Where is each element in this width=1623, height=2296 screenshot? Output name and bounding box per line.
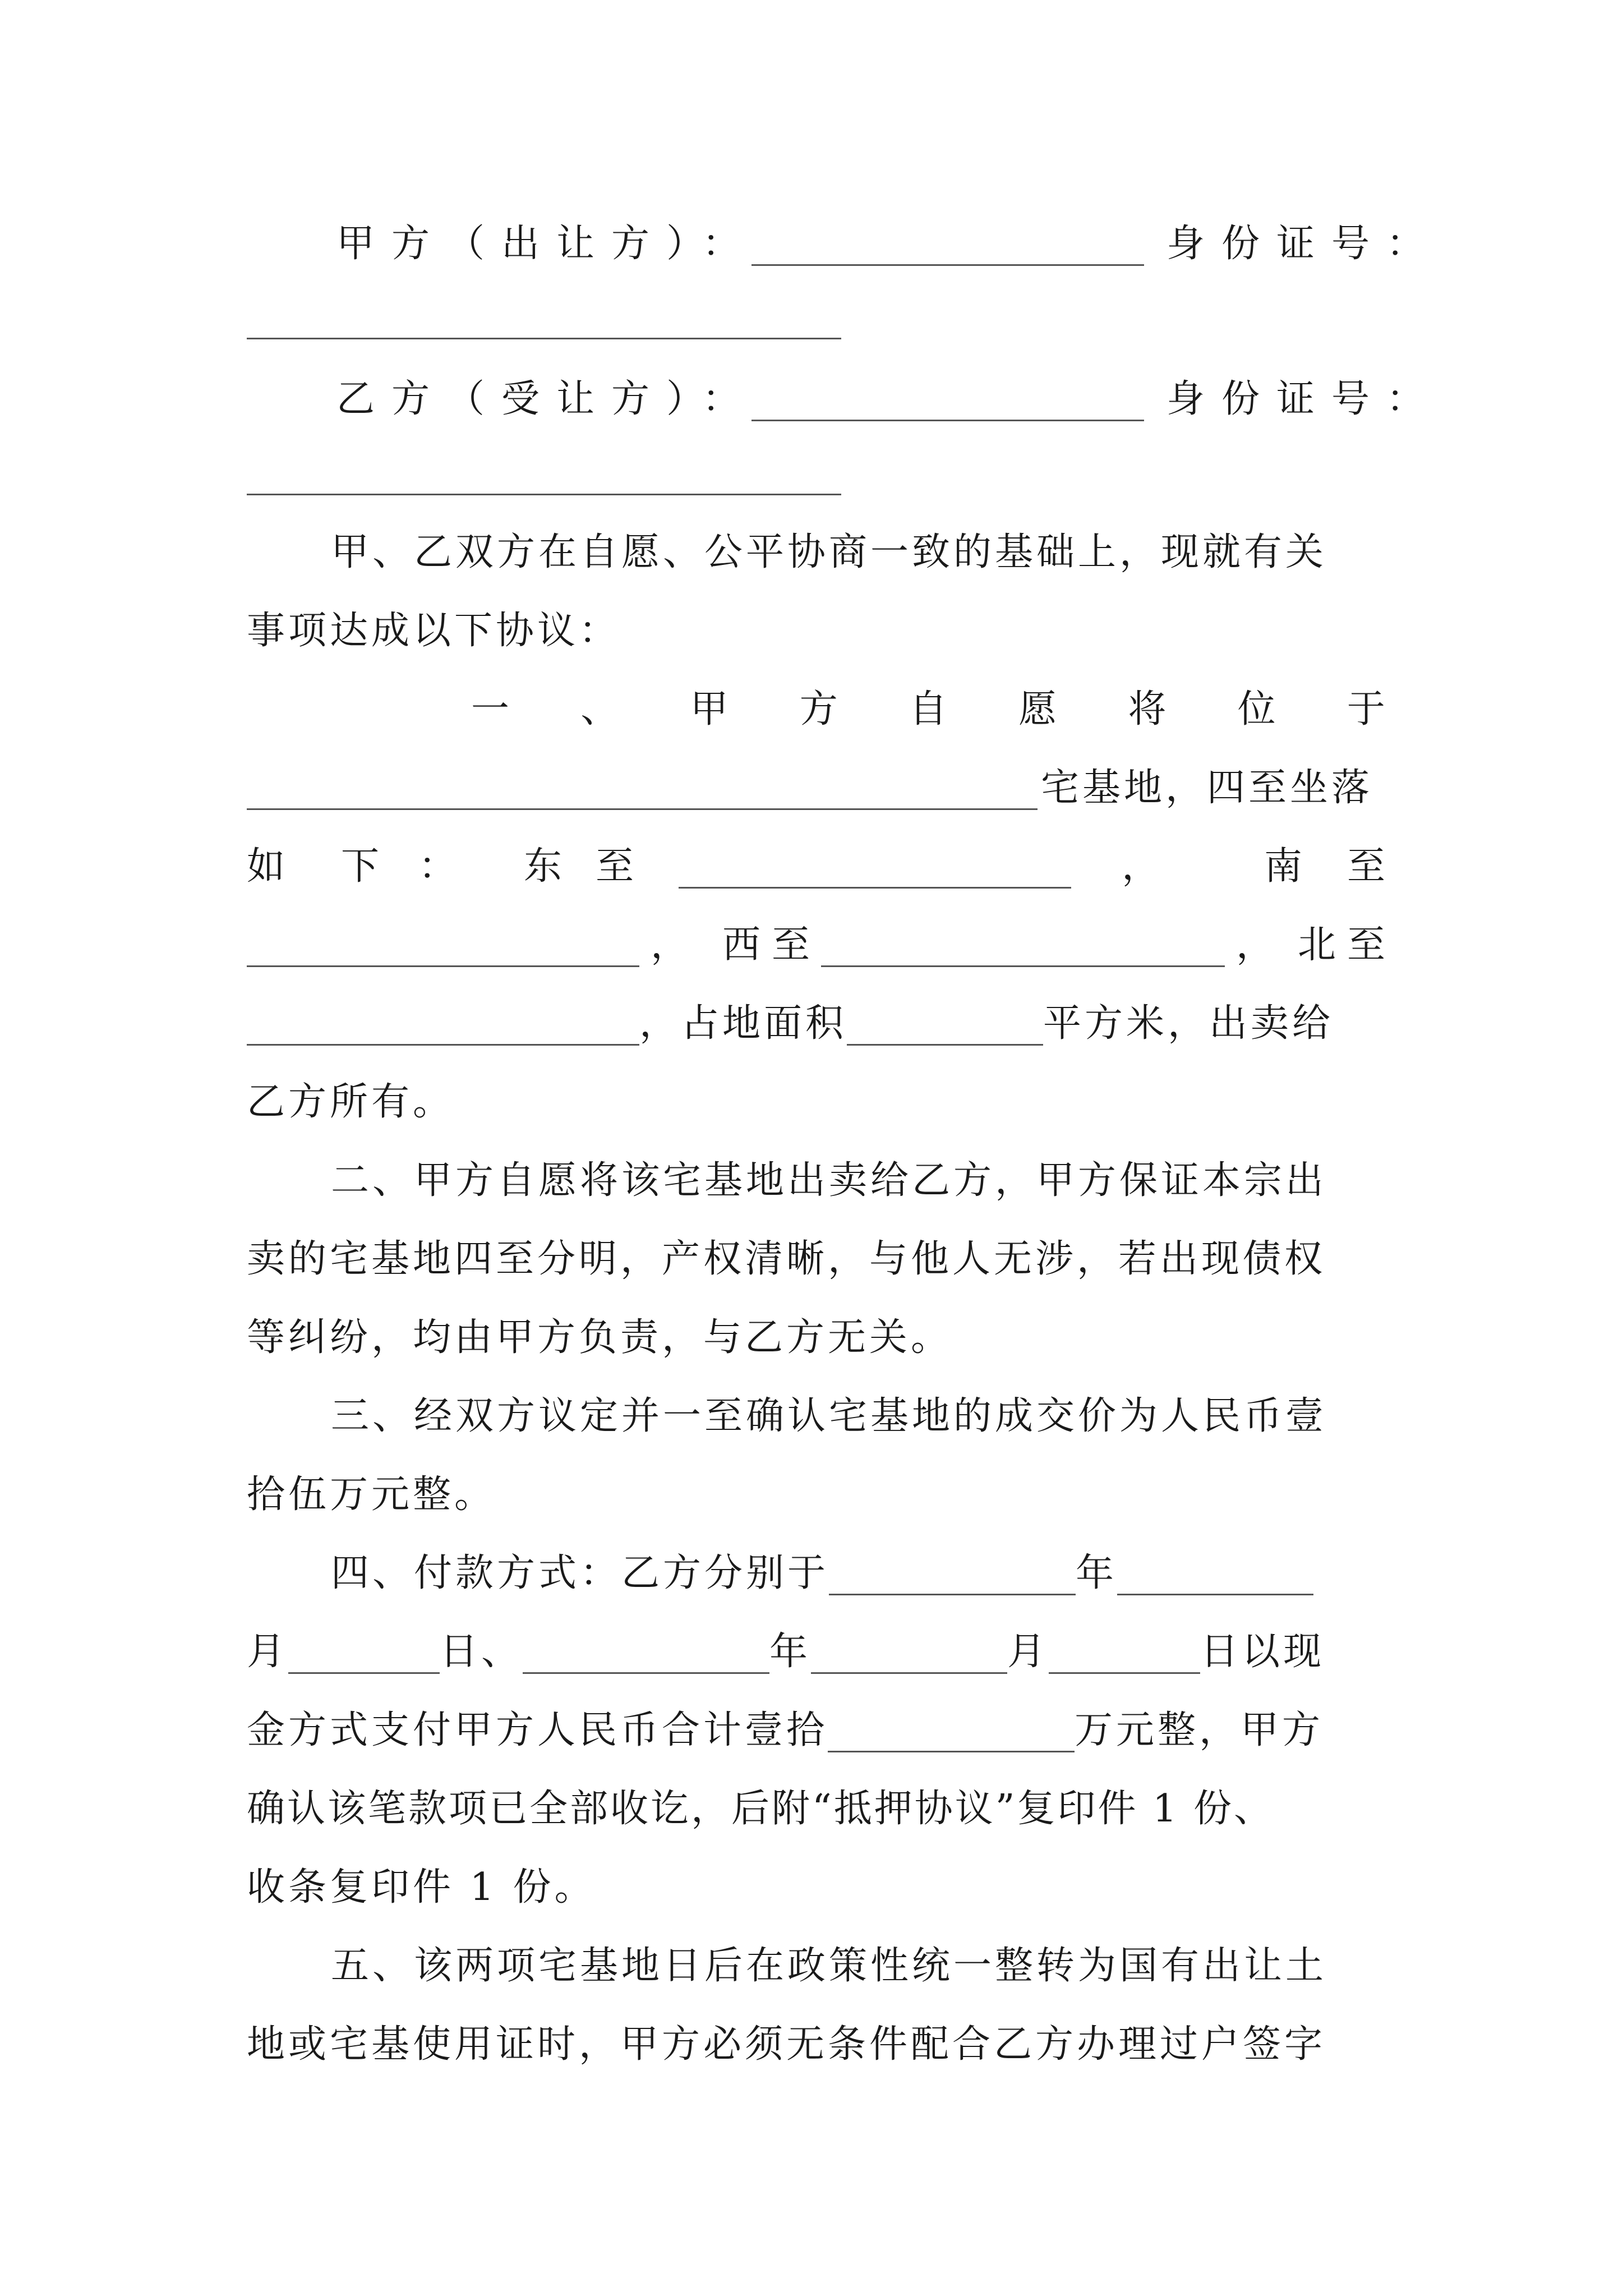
north-label: 北至: [1297, 923, 1396, 967]
clause1-char: ：: [418, 844, 457, 889]
day-label: 日以现: [1200, 1630, 1325, 1674]
year-label: 年: [769, 1630, 811, 1674]
clause1-line2-text: 宅基地，四至坐落: [1041, 766, 1373, 810]
clause4-text-1: 四、付款方式：乙方分别于: [331, 1551, 829, 1595]
clause1-char: 位: [1237, 687, 1276, 731]
east-label: 东至: [524, 844, 668, 889]
east-blank[interactable]: [679, 845, 1071, 889]
clause5-text-2: 地或宅基使用证时，甲方必须无条件配合乙方办理过户签字: [247, 2022, 1326, 2067]
area-unit-text: 平方米，出卖给: [1043, 1001, 1334, 1046]
clause1-char: 将: [1128, 687, 1166, 731]
payment2-year-blank[interactable]: [523, 1630, 769, 1674]
clause2-line-2: [247, 1220, 1385, 1299]
clause4-text-5: 收条复印件 1 份。: [247, 1865, 596, 1910]
party-b-line: [247, 360, 1442, 439]
clause4-line-4: [247, 1770, 1385, 1848]
clause5-line-2: [247, 2005, 1385, 2084]
clause1-char: 自: [909, 687, 947, 731]
party-a-id-blank[interactable]: [247, 338, 841, 339]
north-blank[interactable]: [247, 1002, 639, 1046]
clause1-line-3: [247, 827, 1430, 906]
clause3-line-2: [247, 1456, 1385, 1534]
south-label: 南至: [1264, 844, 1430, 889]
payment1-day-blank[interactable]: [288, 1630, 440, 1674]
party-b-name-blank[interactable]: [751, 378, 1144, 421]
party-a-name-blank[interactable]: [751, 222, 1144, 266]
intro-line-2: [247, 592, 1385, 670]
clause4-text-3: 金方式支付甲方人民币合计壹拾: [247, 1708, 828, 1752]
payment1-month-blank[interactable]: [1117, 1552, 1313, 1595]
clause2-text-3: 等纠纷，均由甲方负责，与乙方无关。: [247, 1315, 953, 1360]
party-a-id-label: 身份证号：: [1166, 222, 1442, 266]
amount-blank[interactable]: [828, 1709, 1075, 1752]
party-b-label: 乙方（受让方）：: [336, 377, 758, 421]
party-a-label: 甲方（出让方）：: [336, 222, 758, 266]
clause4-text-4: 确认该笔款项已全部收讫，后附“抵押协议”复印件 1 份、: [247, 1787, 1275, 1831]
clause1-char: 如: [247, 844, 285, 889]
clause2-line-3: [247, 1299, 1385, 1377]
intro-text-1: 甲、乙双方在自愿、公平协商一致的基础上，现就有关: [331, 530, 1327, 574]
clause1-char: 一: [471, 687, 510, 731]
party-b-id-label: 身份证号：: [1166, 377, 1442, 421]
clause1-line-4: [247, 906, 1396, 984]
clause4-line-2: [247, 1613, 1385, 1691]
clause1-line-6: [247, 1063, 1385, 1142]
clause1-line-5: [247, 984, 1385, 1063]
south-blank[interactable]: [247, 923, 639, 967]
intro-text-2: 事项达成以下协议：: [247, 609, 621, 653]
clause3-line-1: [247, 1377, 1385, 1456]
payment1-year-blank[interactable]: [829, 1552, 1076, 1595]
clause1-char: 、: [580, 687, 619, 731]
clause1-line-1: [471, 670, 1385, 749]
month-label: 月: [1007, 1630, 1049, 1674]
clause1-char: 甲: [690, 687, 728, 731]
clause1-char: 于: [1347, 687, 1385, 731]
clause2-line-1: [247, 1142, 1385, 1220]
intro-line-1: [247, 513, 1385, 592]
west-blank[interactable]: [821, 923, 1225, 967]
area-label: ，占地面积: [639, 1001, 847, 1046]
payment2-day-blank[interactable]: [1049, 1630, 1200, 1674]
month-label: 月: [247, 1630, 289, 1674]
payment2-month-blank[interactable]: [811, 1630, 1007, 1674]
clause4-text-3b: 万元整，甲方: [1075, 1708, 1324, 1752]
comma: ，: [1236, 923, 1275, 967]
clause2-text-2: 卖的宅基地四至分明，产权清晰，与他人无涉，若出现债权: [247, 1237, 1326, 1281]
clause1-char: 愿: [1018, 687, 1057, 731]
clause3-text-1: 三、经双方议定并一至确认宅基地的成交价为人民币壹: [331, 1394, 1327, 1438]
clause1-end-text: 乙方所有。: [247, 1080, 455, 1124]
clause1-char: 下: [341, 844, 380, 889]
party-a-line: [247, 205, 1442, 283]
location-blank[interactable]: [247, 766, 1038, 810]
clause1-char: 方: [799, 687, 838, 731]
clause4-line-3: [247, 1691, 1385, 1770]
comma: ，: [1122, 844, 1160, 889]
area-blank[interactable]: [847, 1002, 1043, 1046]
clause5-line-1: [247, 1927, 1385, 2005]
year-label: 年: [1076, 1551, 1118, 1595]
comma: ，: [651, 923, 689, 967]
clause4-line-1: [247, 1534, 1385, 1613]
clause3-text-2: 拾伍万元整。: [247, 1473, 496, 1517]
day-label: 日、: [440, 1630, 523, 1674]
west-label: 西至: [722, 923, 822, 967]
clause2-text-1: 二、甲方自愿将该宅基地出卖给乙方，甲方保证本宗出: [331, 1158, 1327, 1203]
party-b-id-blank[interactable]: [247, 494, 841, 495]
clause5-text-1: 五、该两项宅基地日后在政策性统一整转为国有出让土: [331, 1944, 1327, 1988]
clause4-line-5: [247, 1848, 1385, 1927]
clause1-line-2: [247, 749, 1385, 827]
